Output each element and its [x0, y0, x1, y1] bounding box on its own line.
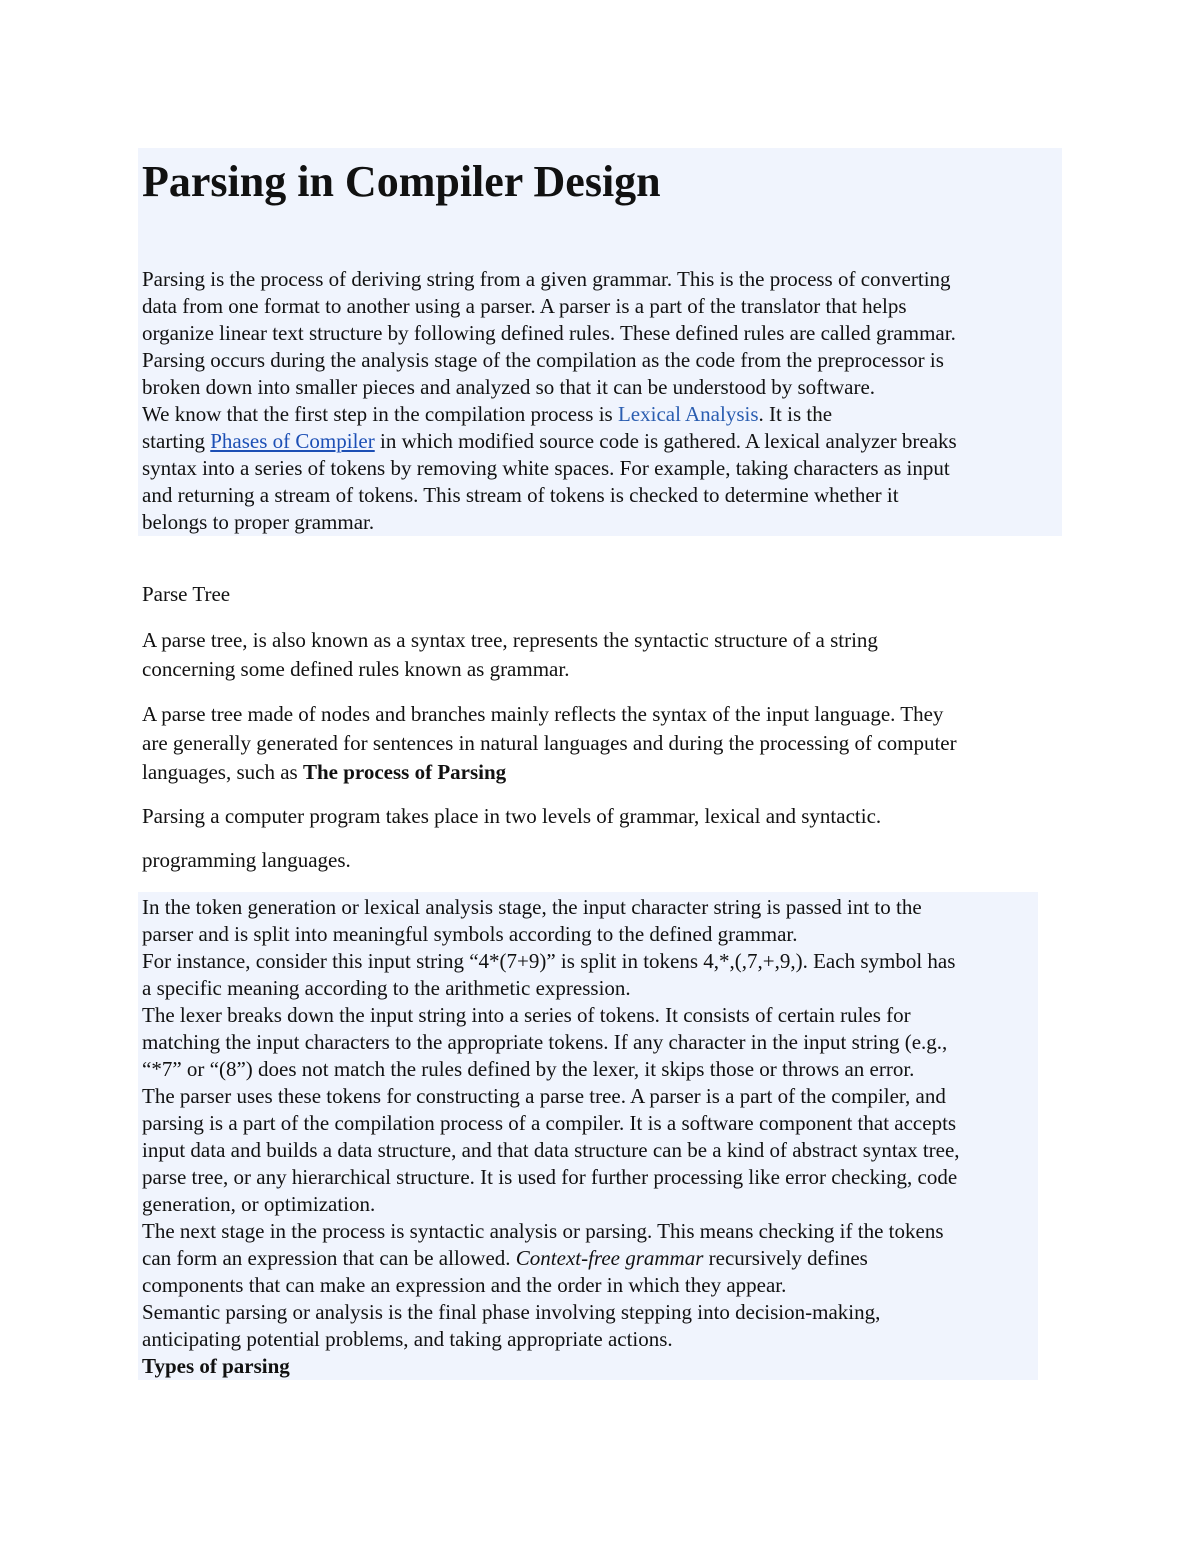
definition-line: A parse tree, is also known as a syntax tree, represents the syntactic structure of a string [142, 628, 878, 652]
programming-languages-line: programming languages. [142, 848, 351, 872]
cfg-suffix: recursively defines [703, 1246, 868, 1270]
lexer-line: For instance, consider this input string “4*(7+9)” is split in tokens 4,*,(,7,+,9,). Each symbol has [142, 949, 956, 973]
lexical-suffix: . It is the [758, 402, 833, 426]
nodes-last-prefix: languages, such as [142, 760, 303, 784]
intro-line: organize linear text structure by following defined rules. These defined rules are called grammar. [142, 321, 956, 345]
intro-section [138, 148, 1062, 536]
phases-suffix: in which modified source code is gathered. A lexical analyzer breaks [374, 429, 957, 453]
intro-line: belongs to proper grammar. [142, 510, 375, 534]
lexer-line: The next stage in the process is syntactic analysis or parsing. This means checking if the tokens [142, 1219, 944, 1243]
lexer-line: components that can make an expression and the order in which they appear. [142, 1273, 787, 1297]
context-free-grammar-italic: Context-free grammar [515, 1246, 704, 1270]
lexer-line: The lexer breaks down the input string into a series of tokens. It consists of certain rules for [142, 1003, 911, 1027]
intro-paragraph [142, 266, 1058, 536]
lexer-line: parser and is split into meaningful symbols according to the defined grammar. [142, 922, 798, 946]
intro-line: data from one format to another using a parser. A parser is a part of the translator that helps [142, 294, 907, 318]
lexer-line: The parser uses these tokens for constructing a parse tree. A parser is a part of the compiler, and [142, 1084, 946, 1108]
lexer-paragraph [142, 894, 1042, 1380]
lexer-line: input data and builds a data structure, and that data structure can be a kind of abstract syntax tree, [142, 1138, 960, 1162]
lexer-section [138, 892, 1038, 1380]
lexer-line: matching the input characters to the appropriate tokens. If any character in the input string (e.g., [142, 1030, 948, 1054]
parse-tree-heading: Parse Tree [142, 582, 231, 606]
lexer-line: parse tree, or any hierarchical structure. It is used for further processing like error checking, code [142, 1165, 958, 1189]
parse-tree-nodes-paragraph [142, 700, 1062, 787]
cfg-prefix: can form an expression that can be allowed. [142, 1246, 516, 1270]
definition-line: concerning some defined rules known as grammar. [142, 657, 570, 681]
intro-line: Parsing is the process of deriving string from a given grammar. This is the process of converting [142, 267, 951, 291]
page-title: Parsing in Compiler Design [142, 157, 661, 206]
lexer-line: In the token generation or lexical analysis stage, the input character string is passed int to the [142, 895, 922, 919]
types-of-parsing-heading: Types of parsing [142, 1354, 290, 1378]
nodes-line: A parse tree made of nodes and branches mainly reflects the syntax of the input language. They [142, 702, 944, 726]
lexer-line: “*7” or “(8”) does not match the rules defined by the lexer, it skips those or throws an error. [142, 1057, 915, 1081]
lexer-line: a specific meaning according to the arithmetic expression. [142, 976, 631, 1000]
nodes-line: are generally generated for sentences in natural languages and during the processing of computer [142, 731, 957, 755]
intro-line: and returning a stream of tokens. This stream of tokens is checked to determine whether it [142, 483, 899, 507]
lexer-line: anticipating potential problems, and taking appropriate actions. [142, 1327, 673, 1351]
intro-line: broken down into smaller pieces and analyzed so that it can be understood by software. [142, 375, 876, 399]
lexer-line: Semantic parsing or analysis is the final phase involving stepping into decision-making, [142, 1300, 881, 1324]
phases-prefix: starting [142, 429, 211, 453]
lexer-line: generation, or optimization. [142, 1192, 376, 1216]
parse-tree-definition [142, 626, 1062, 684]
process-of-parsing-bold: The process of Parsing [302, 760, 507, 784]
phases-of-compiler-link[interactable]: Phases of Compiler [210, 429, 375, 453]
lexical-prefix: We know that the first step in the compilation process is [142, 402, 618, 426]
intro-line: syntax into a series of tokens by removing white spaces. For example, taking characters as input [142, 456, 950, 480]
grammar-levels-line: Parsing a computer program takes place in two levels of grammar, lexical and syntactic. [142, 804, 882, 828]
intro-line: Parsing occurs during the analysis stage of the compilation as the code from the preprocessor is [142, 348, 944, 372]
lexer-line: parsing is a part of the compilation process of a compiler. It is a software component that accepts [142, 1111, 957, 1135]
lexical-analysis-link[interactable]: Lexical Analysis [617, 402, 759, 426]
